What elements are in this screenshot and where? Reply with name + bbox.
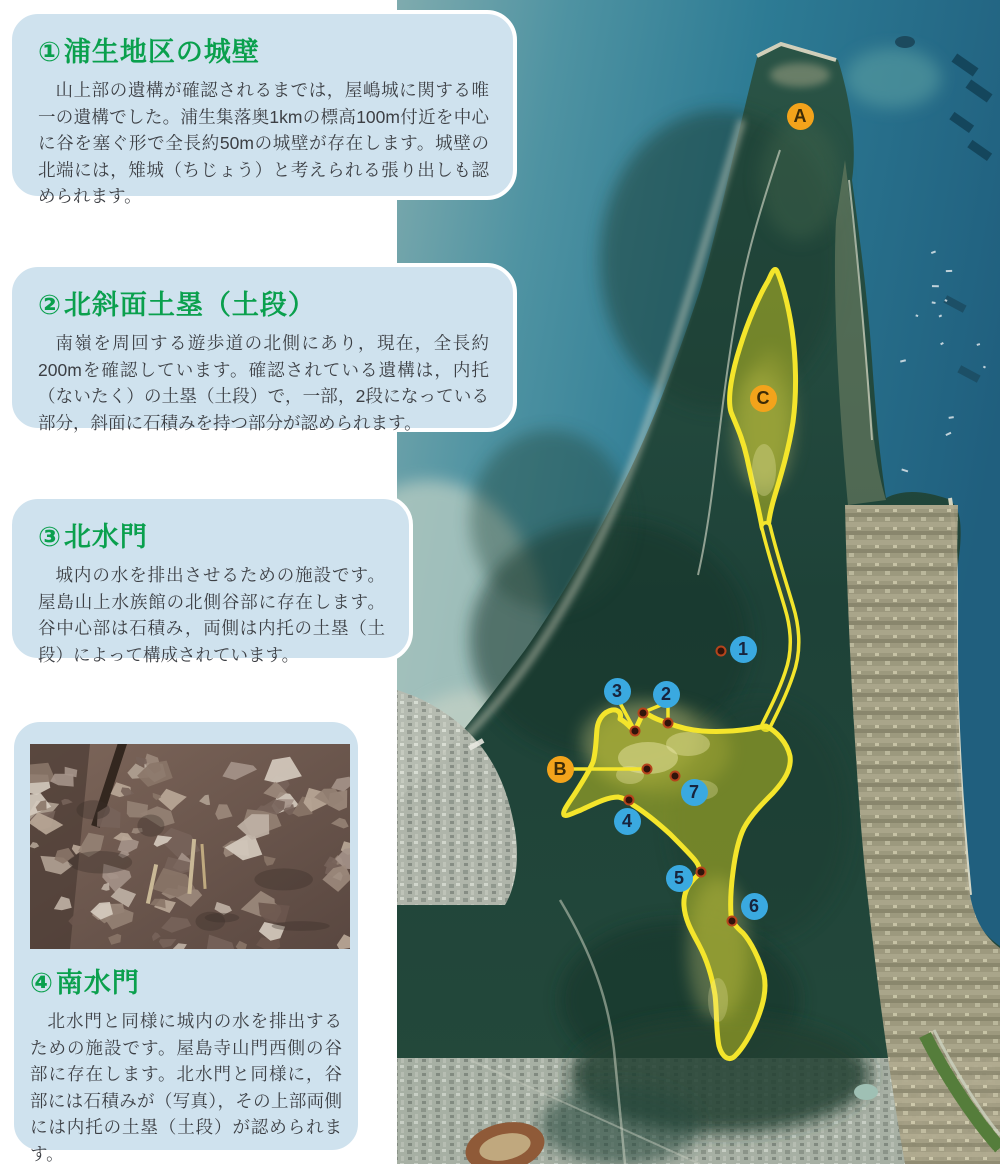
info-box-2-body: 南嶺を周回する遊歩道の北側にあり，現在，全長約200mを確認しています。確認されている遺構は，内托（ないたく）の土塁（土段）で，一部，2段になっている部分，斜面に石積みを持つ部分が認められます。 [38, 333, 489, 433]
excavation-dot [671, 772, 680, 781]
info-box-2 [8, 263, 517, 432]
excavation-dot [625, 796, 634, 805]
excavation-photo [30, 744, 350, 949]
info-box-3 [8, 495, 413, 665]
map-marker-A: A [787, 103, 814, 130]
pond [854, 1084, 878, 1100]
circled-number-2: ② [38, 290, 62, 320]
circled-number-3: ③ [38, 522, 62, 552]
excavation-dot [639, 709, 648, 718]
info-box-1 [8, 10, 517, 207]
info-box-1-body: 山上部の遺構が確認されるまでは，屋嶋城に関する唯一の遺構でした。浦生集落奥1kmの標高100m付近を中心に谷を塞ぐ形で全長約50mの城壁が存在します。城壁の北端には，雉城（ちじょう）と考えられる張り出しも認められます。 [38, 80, 489, 207]
info-box-3-body: 城内の水を排出させるための施設です。屋島山上水族館の北側谷部に存在します。谷中心部は石積み，両側は内托の土塁（土段）によって構成されています。 [38, 565, 385, 665]
excavation-dot [728, 917, 737, 926]
map-marker-3: 3 [604, 678, 631, 705]
map-marker-5: 5 [666, 865, 693, 892]
excavation-dot [631, 727, 640, 736]
info-box-4-body: 北水門と同様に城内の水を排出するための施設です。屋島寺山門西側の谷部に存在します。北水門と同様に，谷部には石積みが（写真），その上部両側には内托の土塁（土段）が認められます。 [30, 1011, 342, 1164]
info-box-3-title: ③北水門 [38, 522, 148, 552]
map-marker-1: 1 [730, 636, 757, 663]
map-marker-6: 6 [741, 893, 768, 920]
circled-number-1: ① [38, 37, 62, 67]
excavation-photo-image [30, 744, 350, 949]
map-marker-C: C [750, 385, 777, 412]
map-marker-2: 2 [653, 681, 680, 708]
map-marker-B: B [547, 756, 574, 783]
circled-number-4: ④ [30, 968, 54, 998]
excavation-dot [643, 765, 652, 774]
excavation-dot [664, 719, 673, 728]
info-box-4-title: ④南水門 [30, 968, 140, 998]
map-marker-7: 7 [681, 779, 708, 806]
info-box-2-title: ②北斜面土塁（土段） [38, 290, 316, 320]
map-marker-4: 4 [614, 808, 641, 835]
excavation-dot [697, 868, 706, 877]
info-box-1-title: ①浦生地区の城壁 [38, 37, 260, 67]
info-box-4 [10, 718, 362, 1164]
excavation-dot [717, 647, 726, 656]
